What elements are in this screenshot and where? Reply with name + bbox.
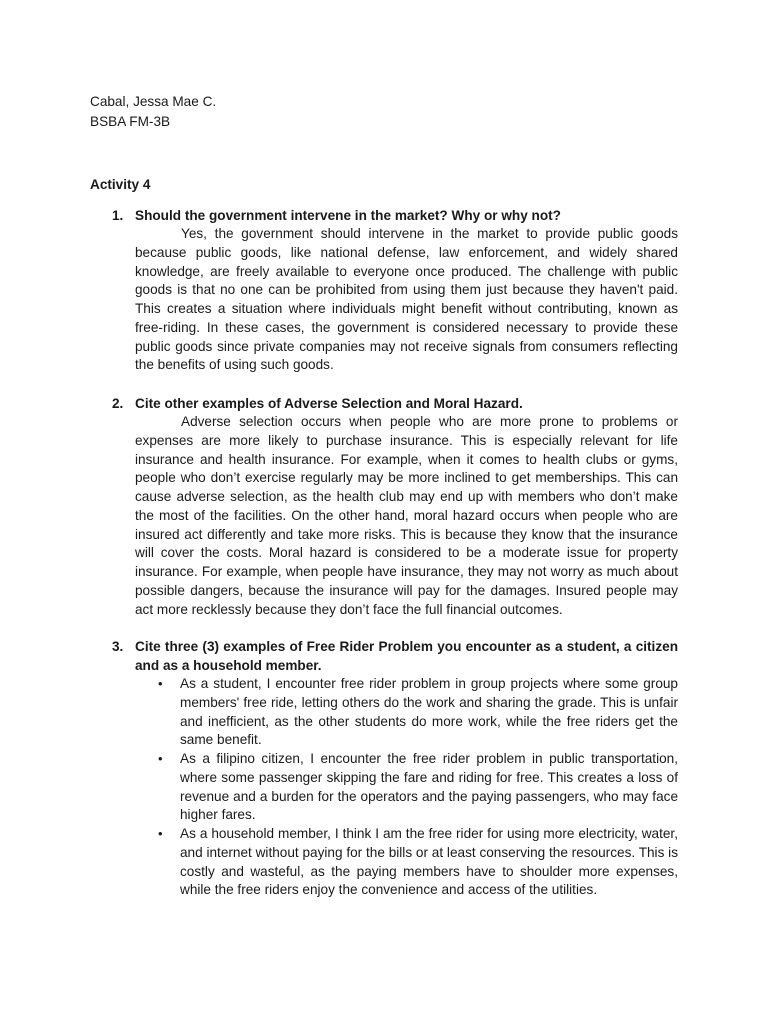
- answer-bullet-list: [135, 675, 678, 900]
- bullet-icon: •: [158, 676, 163, 691]
- bullet-icon: •: [158, 751, 163, 766]
- bullet-icon: •: [158, 826, 163, 841]
- list-item: [135, 825, 678, 900]
- question-text: Should the government intervene in the market? Why or why not?: [135, 208, 561, 223]
- question-text: Cite other examples of Adverse Selection and Moral Hazard.: [135, 396, 523, 411]
- list-item: [135, 675, 678, 750]
- bullet-text: As a student, I encounter free rider problem in group projects where some group members' free ride, letting others do the work and sharing the grade. This is unfair and inefficient, as the other students do more work, while the free riders get the same benefit.: [180, 676, 678, 748]
- student-name: Cabal, Jessa Mae C.: [90, 94, 217, 109]
- question-number: 2.: [112, 396, 124, 411]
- answer-paragraph: Adverse selection occurs when people who are more prone to problems or expenses are more likely to purchase insurance. This is especially relevant for life insurance and health insurance. For example, when it comes to health clubs or gyms, people who don’t exercise regularly may be more inclined to get memberships. This can cause adverse selection, as the health club may end up with members who don’t make the most of the facilities. On the other hand, moral hazard occurs when people who are insured act differently and take more risks. This is because they know that the insurance will cover the costs. Moral hazard is considered to be a moderate issue for property insurance. For example, when people have insurance, they may not worry as much about possible dangers, because the insurance will pay for the damages. Insured people may act more recklessly because they don’t face the full financial outcomes.: [135, 414, 678, 617]
- list-item: [135, 750, 678, 825]
- question-number: 1.: [112, 208, 124, 223]
- question-2: [112, 394, 678, 619]
- question-number: 3.: [112, 639, 124, 654]
- answer-paragraph: Yes, the government should intervene in the market to provide public goods because public goods, like national defense, law enforcement, and widely shared knowledge, are freely available to everyone once produced. The challenge with public goods is that no one can be prohibited from using them just because they haven't paid. This creates a situation where individuals might benefit without contributing, known as free-riding. In these cases, the government is considered necessary to provide these public goods since private companies may not receive signals from consumers reflecting the benefits of using such goods.: [135, 226, 678, 373]
- bullet-text: As a household member, I think I am the free rider for using more electricity, water, and internet without paying for the bills or at least conserving the resources. This is costly and wasteful, as the paying members have to shoulder more expenses, while the free riders enjoy the convenience and access of the utilities.: [180, 826, 678, 898]
- question-1: [112, 206, 678, 375]
- question-text: Cite three (3) examples of Free Rider Problem you encounter as a student, a citizen and as a household member.: [135, 639, 678, 673]
- student-section: BSBA FM-3B: [90, 114, 171, 129]
- activity-title: Activity 4: [90, 177, 151, 192]
- question-3: [112, 637, 678, 900]
- bullet-text: As a filipino citizen, I encounter the free rider problem in public transportation, where some passenger skipping the fare and riding for free. This creates a loss of revenue and a burden for the operators and the paying passengers, who may face higher fares.: [180, 751, 678, 823]
